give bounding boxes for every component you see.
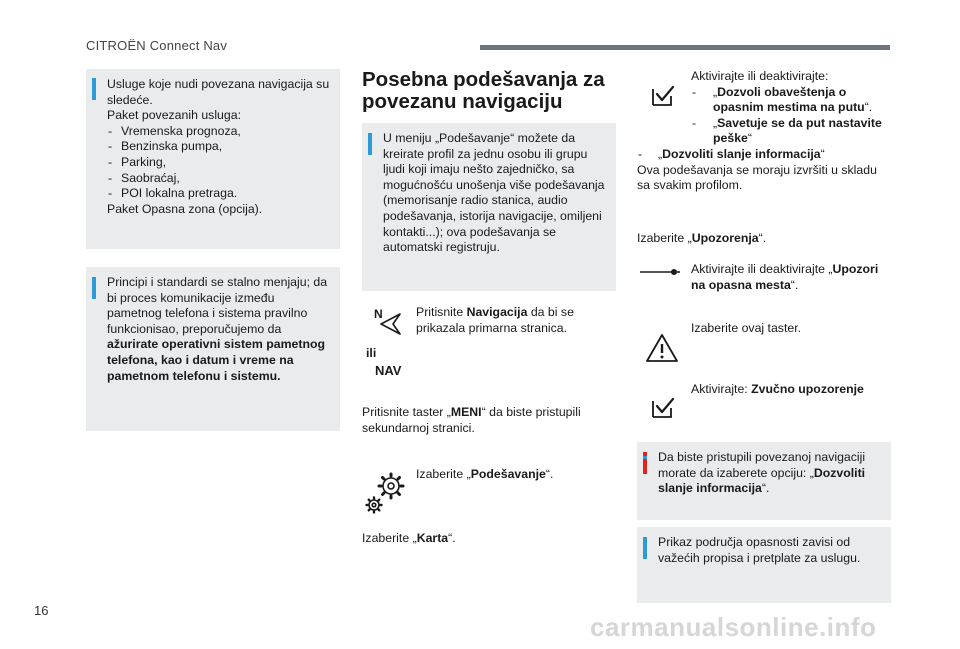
- step-bold: Karta: [416, 531, 449, 545]
- step-text: “ da biste pristupili sekundarnoj stranici.: [362, 405, 581, 435]
- option-text: „: [658, 146, 663, 161]
- services-intro: Usluge koje nudi povezana navigacija su sledeće.: [107, 77, 330, 107]
- option-text: “.: [864, 100, 873, 115]
- update-text: Principi i standardi se stalno menjaju; da bi proces komunikacije između pametnog telefona i sistema pravilno funkcionisao, preporučujemo da: [107, 275, 328, 336]
- ili-label: ili: [366, 346, 377, 360]
- step-text: Pritisnite taster „: [362, 405, 451, 419]
- settings-gears-icon: [364, 471, 408, 517]
- warning-icon: [643, 452, 647, 474]
- warning-text: Da biste pristupili povezanoj navigaciji morate da izaberete opciju: „: [658, 450, 866, 480]
- warning-bold: Dozvoliti slanje informacija: [658, 465, 866, 496]
- step-bold: Upozorenja: [691, 231, 759, 245]
- list-item: - POI lokalna pretraga.: [107, 186, 332, 202]
- activate-block: [637, 69, 891, 194]
- step-text: “.: [448, 531, 456, 545]
- profiles-text: U meniju „Podešavanje“ možete da kreirate profil za jednu osobu ili grupu ljudi koji imaju nešto zajedničko, sa mogućnošću unošenja više podešavanja (memorisanje radio stanica, audio podešavanja, istorija navigacije, omiljeni kontakti...); ova podešavanja se automatski registruju.: [383, 131, 605, 255]
- update-text-bold: ažurirate operativni sistem pametnog telefona, kao i datum i vreme na pametnom telefonu i sistemu.: [107, 337, 325, 383]
- list-item: [691, 85, 891, 116]
- select-alerts: [637, 231, 766, 247]
- step-bold: Navigacija: [466, 305, 528, 319]
- warning-triangle-icon: [645, 333, 679, 363]
- watermark: carmanualsonline.info: [590, 612, 877, 642]
- warning-text: “.: [761, 481, 770, 496]
- warning-box: [637, 442, 891, 520]
- nav-n-letter: N: [374, 307, 383, 321]
- title-line-1: Posebna podešavanja za: [362, 68, 605, 91]
- step-map: [362, 531, 612, 547]
- pack-title: Paket povezanih usluga:: [107, 108, 241, 123]
- info-box-services: [86, 69, 340, 249]
- option-text: “: [747, 131, 752, 146]
- toggle-alerts: [691, 262, 886, 293]
- step-bold: MENI: [450, 405, 482, 419]
- option-text: “: [820, 146, 825, 161]
- step-text: “.: [790, 277, 799, 292]
- header-title: CITROËN Connect Nav: [86, 38, 228, 53]
- option-bold: Savetuje se da put nastavite peške: [713, 115, 882, 146]
- profile-note: Ova podešavanja se moraju izvršiti u skladu sa svakim profilom.: [637, 162, 877, 193]
- list-item: - Parking,: [107, 155, 332, 171]
- option-bold: Dozvoliti slanje informacija: [662, 146, 821, 161]
- sound-alert: [691, 382, 864, 398]
- services-list: [107, 124, 332, 202]
- step-text: “.: [545, 467, 554, 481]
- option-bold: Dozvoli obaveštenja o opasnim mestima na putu: [713, 84, 865, 115]
- option-text: „: [713, 84, 718, 99]
- section-title: [362, 69, 612, 113]
- step-text: Aktivirajte ili deaktivirajte „: [691, 262, 833, 276]
- step-text: “.: [758, 231, 767, 245]
- list-item: [637, 147, 891, 163]
- options-list-cont: [637, 147, 891, 163]
- step-text: Aktivirajte:: [691, 382, 752, 396]
- checkbox-icon: [651, 397, 675, 419]
- step-settings: [416, 467, 611, 483]
- info-box-profiles: [362, 123, 616, 291]
- navigation-arrow-icon: [378, 312, 404, 336]
- step-bold: Upozori na opasna mesta: [691, 262, 879, 292]
- step-text: da bi se prikazala primarna stranica.: [416, 305, 574, 335]
- step-bold: Podešavanje: [470, 467, 546, 481]
- info-box-updates: [86, 267, 340, 431]
- list-item: [691, 116, 891, 147]
- step-text: Pritisnite: [416, 305, 467, 319]
- step-bold: Zvučno upozorenje: [751, 382, 864, 396]
- nav-button[interactable]: NAV: [375, 363, 402, 378]
- option-text: „: [713, 115, 718, 130]
- options-list: [637, 85, 891, 147]
- step-menu: [362, 405, 612, 436]
- step-navigation: [416, 305, 611, 336]
- header-bar: [480, 45, 890, 50]
- step-text: Izaberite „: [416, 467, 471, 481]
- list-item: - Saobraćaj,: [107, 171, 332, 187]
- step-text: Izaberite „: [362, 531, 417, 545]
- info-icon: [92, 277, 96, 299]
- select-button-text: Izaberite ovaj taster.: [691, 321, 802, 335]
- info-box-display: [637, 527, 891, 603]
- list-item: - Vremenska prognoza,: [107, 124, 332, 140]
- list-item: - Benzinska pumpa,: [107, 139, 332, 155]
- step-text: Izaberite „: [637, 231, 692, 245]
- info-icon: [368, 133, 372, 155]
- display-text: Prikaz područja opasnosti zavisi od važećih propisa i pretplate za uslugu.: [658, 535, 861, 565]
- activate-intro: Aktivirajte ili deaktivirajte:: [691, 69, 829, 83]
- info-icon: [643, 537, 647, 559]
- toggle-switch-icon: [638, 265, 682, 279]
- danger-pack: Paket Opasna zona (opcija).: [107, 201, 263, 216]
- title-line-2: povezanu navigaciju: [362, 90, 563, 113]
- info-icon: [92, 78, 96, 100]
- page-number: 16: [34, 603, 49, 618]
